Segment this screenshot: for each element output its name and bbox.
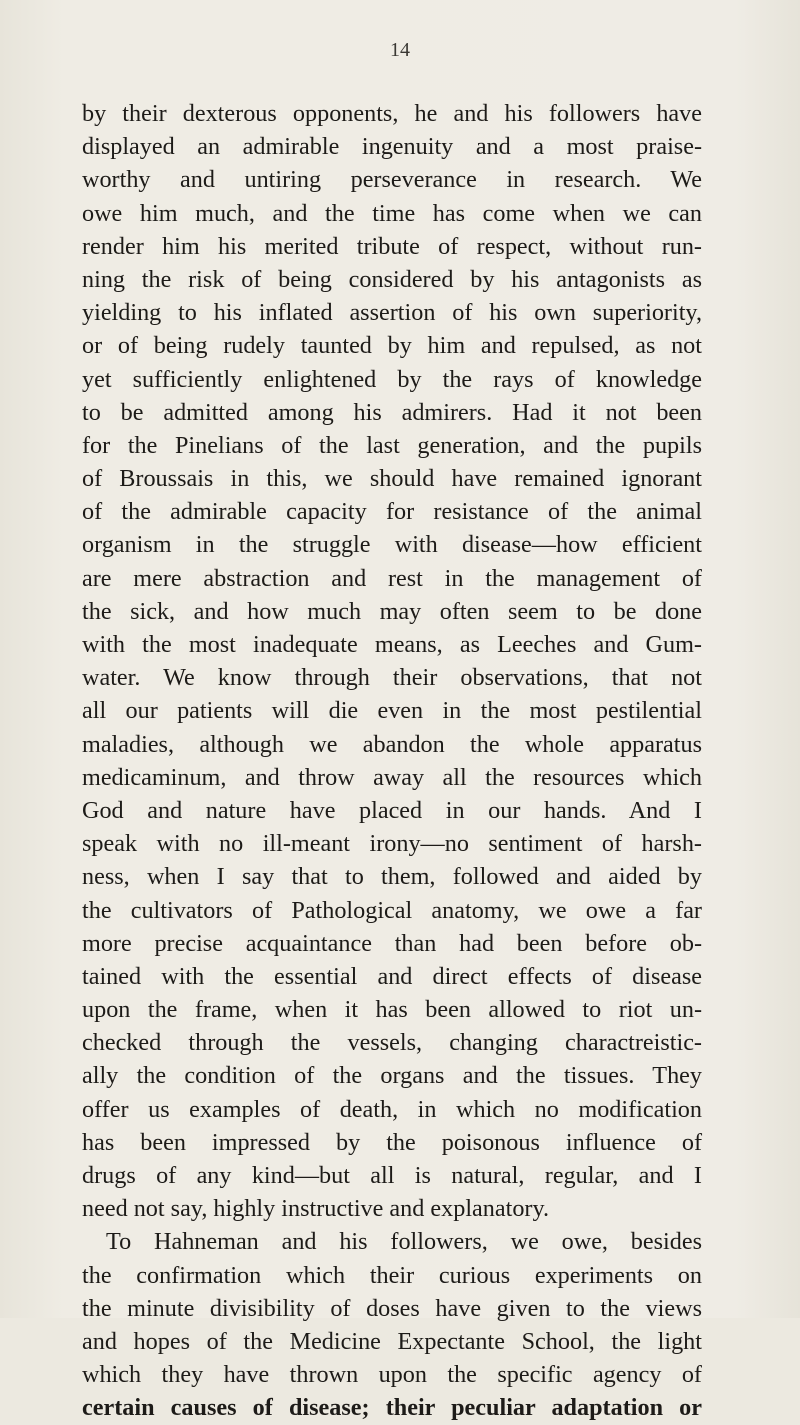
text-line: has been impressed by the poisonous influence of <box>82 1128 702 1156</box>
text-line: medicaminum, and throw away all the resources which <box>82 763 702 791</box>
text-line: water. We know through their observations, that not <box>82 664 702 692</box>
text-line: or of being rudely taunted by him and repulsed, as not <box>82 332 702 360</box>
text-line: displayed an admirable ingenuity and a most praise- <box>82 133 702 161</box>
text-line: ness, when I say that to them, followed and aided by <box>82 863 702 891</box>
text-line: worthy and untiring perseverance in research. We <box>82 166 702 194</box>
text-line: the cultivators of Pathological anatomy, we owe a far <box>82 896 702 924</box>
text-line: for the Pinelians of the last generation, and the pupils <box>82 431 702 459</box>
text-line: render him his merited tribute of respect, without run- <box>82 232 702 260</box>
body-text <box>82 97 702 1425</box>
text-line: all our patients will die even in the most pestilential <box>82 697 702 725</box>
text-line: tained with the essential and direct effects of disease <box>82 962 702 990</box>
text-line: to be admitted among his admirers. Had it not been <box>82 398 702 426</box>
text-line: checked through the vessels, changing charactreistic- <box>82 1029 702 1057</box>
text-line: yielding to his inflated assertion of his own superiority, <box>82 299 702 327</box>
text-line: the minute divisibility of doses have given to the views <box>82 1294 702 1322</box>
text-line: more precise acquaintance than had been before ob- <box>82 929 702 957</box>
text-line: which they have thrown upon the specific agency of <box>82 1361 702 1389</box>
text-line: the sick, and how much may often seem to be done <box>82 597 702 625</box>
text-line: drugs of any kind—but all is natural, regular, and I <box>82 1162 702 1189</box>
text-line: certain causes of disease; their peculiar adaptation or <box>82 1394 702 1422</box>
text-line: maladies, although we abandon the whole apparatus <box>82 730 702 758</box>
paragraph-start-line: To Hahneman and his followers, we owe, besides <box>106 1228 702 1256</box>
text-line: owe him much, and the time has come when we can <box>82 199 702 227</box>
text-line: yet sufficiently enlightened by the rays of knowledge <box>82 365 702 393</box>
text-line: God and nature have placed in our hands. And I <box>82 796 702 824</box>
text-line: upon the frame, when it has been allowed to riot un- <box>82 996 702 1024</box>
text-line: and hopes of the Medicine Expectante School, the light <box>82 1327 702 1355</box>
text-line: ning the risk of being considered by his antagonists as <box>82 265 702 293</box>
text-line: are mere abstraction and rest in the management of <box>82 564 702 592</box>
text-line: organism in the struggle with disease—how efficient <box>82 531 702 559</box>
text-line: with the most inadequate means, as Leeches and Gum- <box>82 631 702 658</box>
text-line: of the admirable capacity for resistance of the animal <box>82 498 702 526</box>
text-line: speak with no ill-meant irony—no sentiment of harsh- <box>82 830 702 858</box>
text-line: offer us examples of death, in which no modification <box>82 1095 702 1123</box>
text-line: by their dexterous opponents, he and his followers have <box>82 100 702 127</box>
text-line: need not say, highly instructive and explanatory. <box>82 1195 550 1223</box>
text-line: ally the condition of the organs and the tissues. They <box>82 1062 702 1090</box>
text-line: the confirmation which their curious experiments on <box>82 1261 702 1289</box>
page-number: 14 <box>390 39 410 61</box>
text-line: of Broussais in this, we should have remained ignorant <box>82 465 702 493</box>
